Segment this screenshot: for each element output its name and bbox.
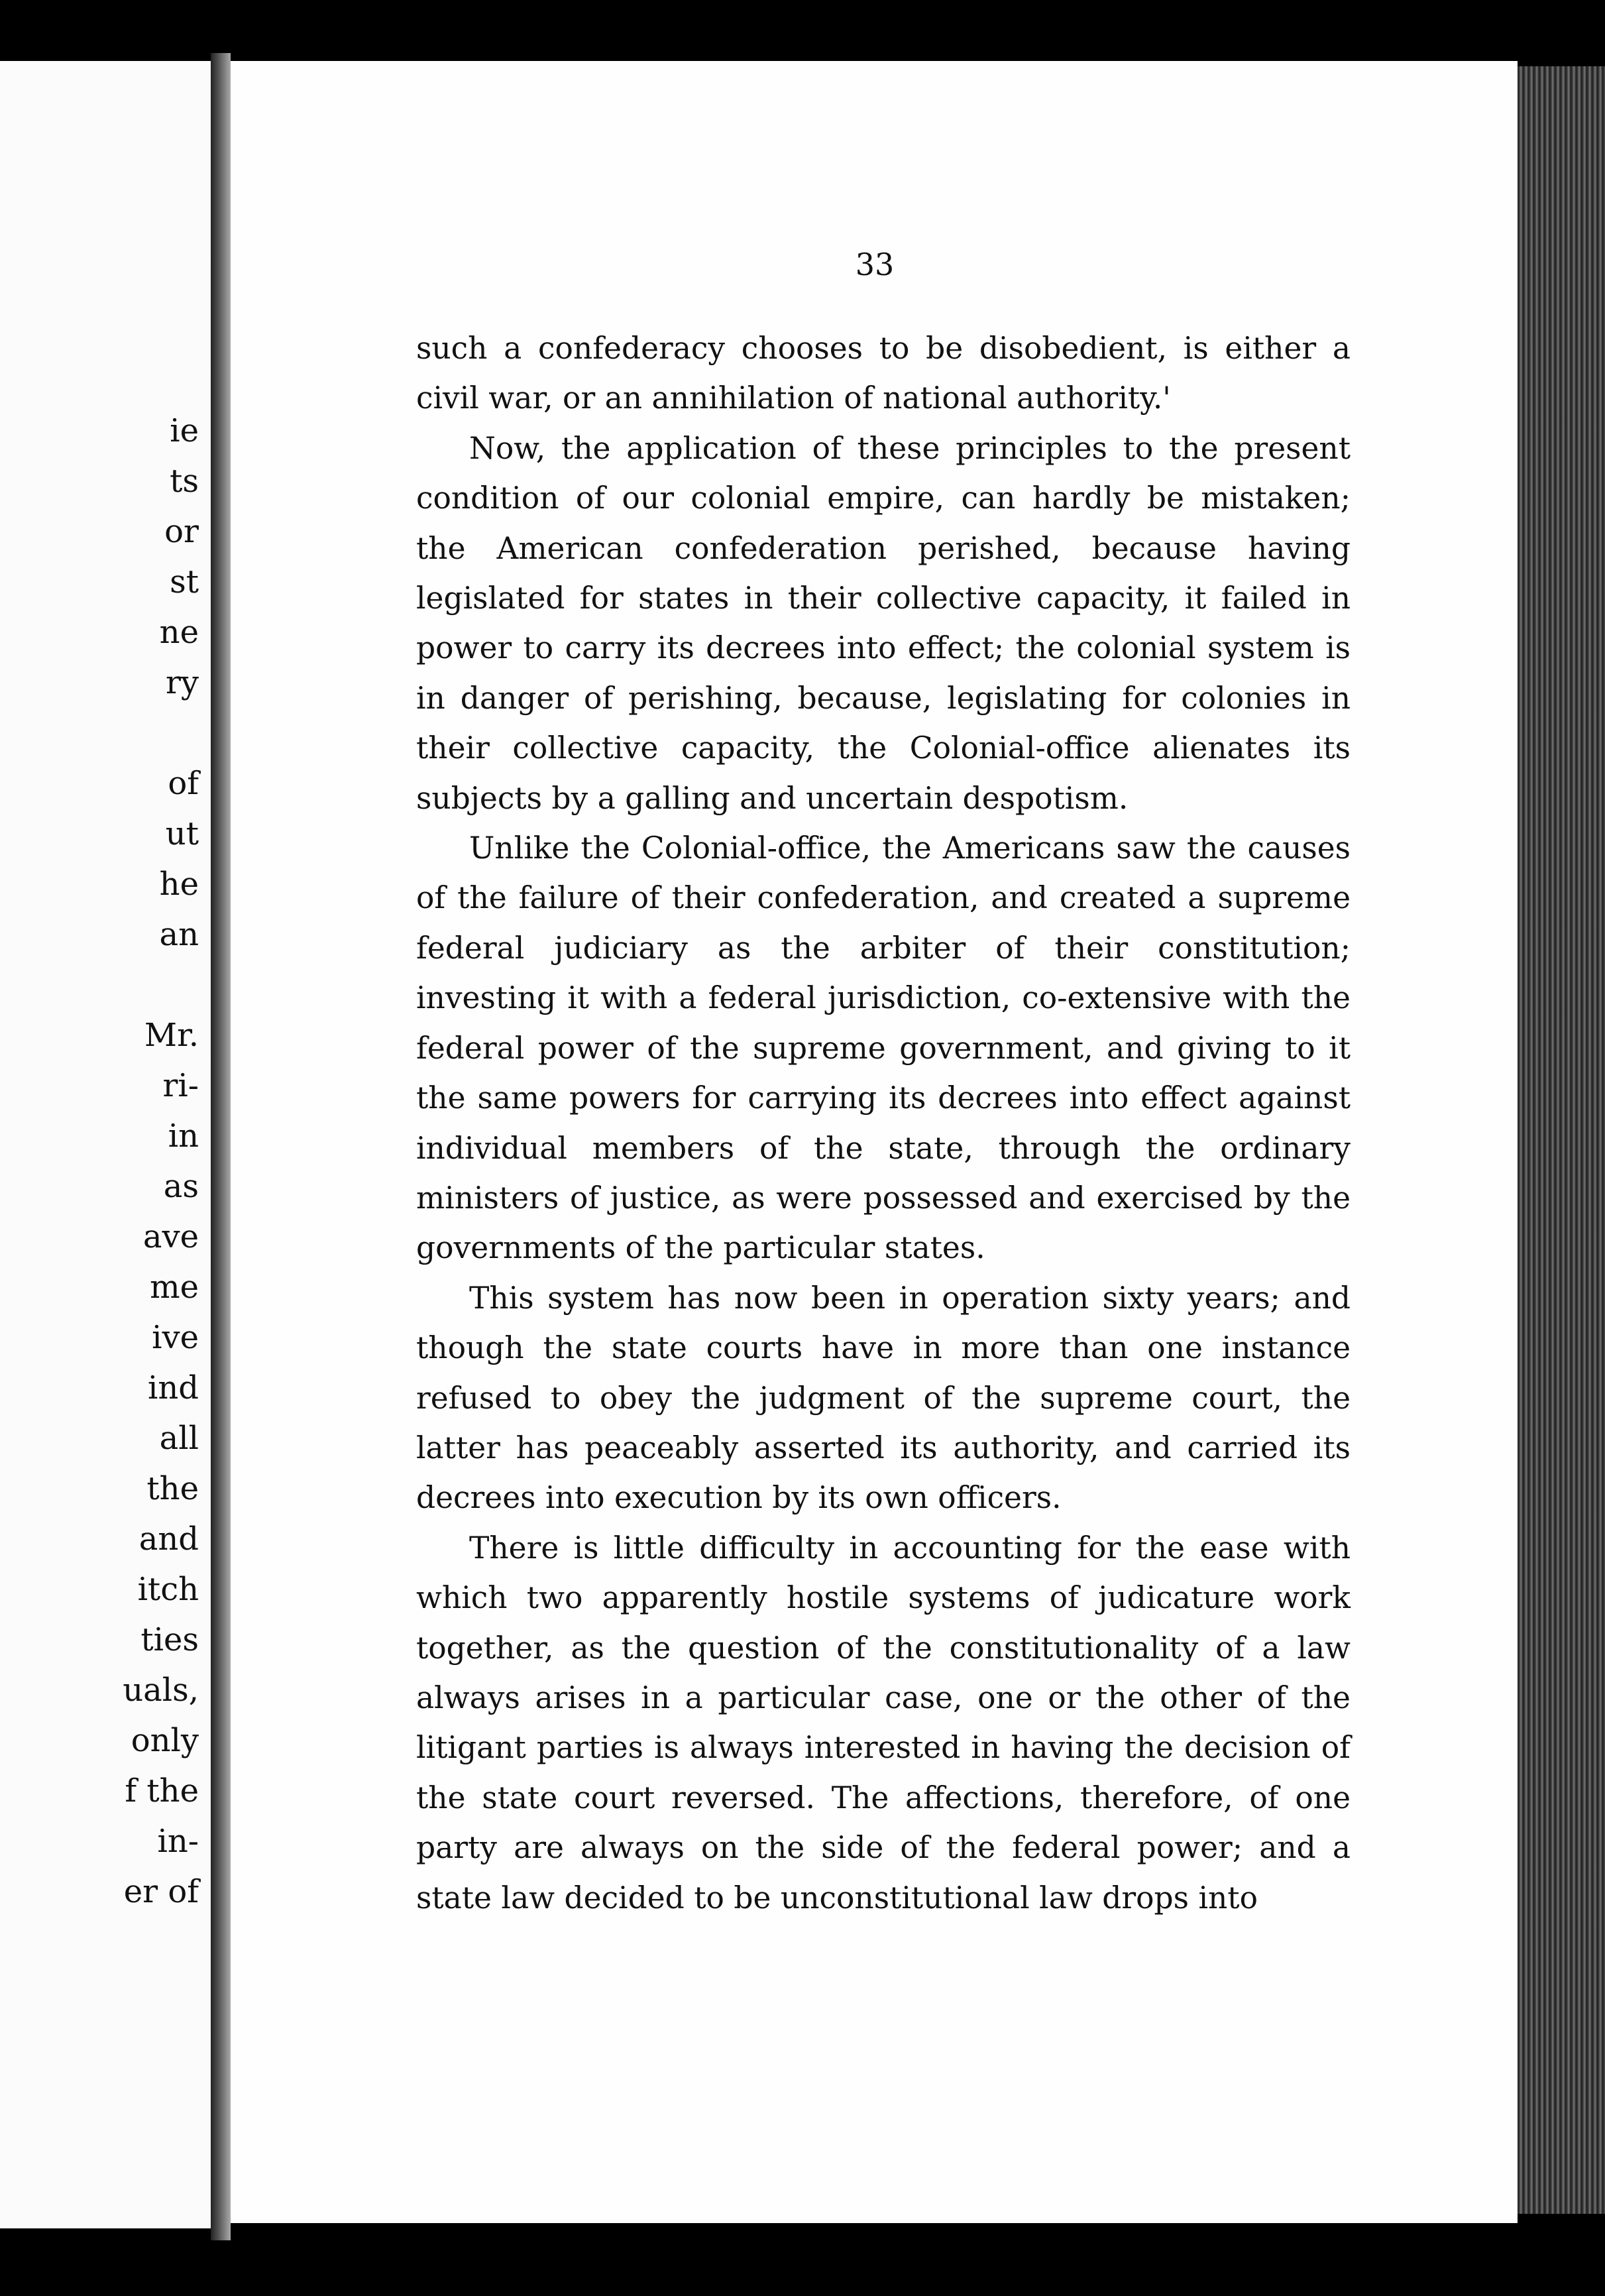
facing-page-fragment: ne: [159, 614, 199, 651]
facing-page-fragment: ave: [142, 1218, 199, 1255]
facing-page-fragment: ind: [148, 1369, 199, 1406]
book-gutter: [211, 53, 231, 2240]
facing-page-gap: [0, 960, 199, 1010]
facing-page-fragment: itch: [137, 1571, 199, 1608]
facing-page-fragment: me: [150, 1269, 199, 1306]
facing-page-fragment: ts: [170, 463, 199, 500]
facing-page-fragment: or: [164, 513, 199, 550]
facing-page-fragment: ry: [165, 664, 199, 701]
facing-page-fragment: an: [159, 916, 199, 953]
facing-page-fragment: as: [163, 1168, 199, 1205]
page-number: 33: [855, 247, 895, 282]
facing-page-fragment: f the: [125, 1772, 199, 1809]
paragraph: such a confederacy chooses to be disobedient, is either a civil war, or an annihilation of national authority.': [416, 331, 1351, 416]
facing-page-fragment: ive: [152, 1319, 199, 1356]
facing-page-fragment: ties: [140, 1621, 199, 1658]
facing-page-text-fragments: [0, 406, 199, 1917]
facing-page-fragment: ut: [165, 815, 199, 852]
facing-page-fragment: only: [131, 1722, 199, 1759]
facing-page-gap: [0, 708, 199, 758]
facing-page-fragment: in-: [157, 1823, 199, 1860]
facing-page-fragment: he: [159, 866, 199, 903]
facing-page-fragment: in: [168, 1118, 199, 1155]
facing-page-fragment: er of: [123, 1873, 199, 1910]
facing-page-fragment: all: [159, 1420, 199, 1457]
facing-page-fragment: Mr.: [144, 1017, 199, 1054]
facing-page-fragment: and: [138, 1521, 199, 1558]
paragraph: Now, the application of these principles to the present condition of our colonial empire, can hardly be mistaken; the American confederation perished, because having legislated for states in their collective capacity, it failed in power to carry its decrees into effect; the colonial system is in danger of perishing, because, legislating for colonies in their collective capacity, the Colonial-office alienates its subjects by a galling and uncertain despotism.: [416, 430, 1351, 816]
page-edge-stack: [1518, 66, 1605, 2214]
facing-page-fragment: of: [168, 765, 199, 802]
facing-page-fragment: uals,: [123, 1672, 199, 1709]
paragraph: There is little difficulty in accounting for the ease with which two apparently hostile systems of judicature work together, as the question of the constitutionality of a law always arises in a particular case, one or the other of the litigant parties is always interested in having the decision of the state court reversed. The affections, therefore, of one party are always on the side of the federal power; and a state law decided to be unconstitutional law drops into: [416, 1530, 1351, 1916]
facing-page-fragment: ie: [170, 412, 199, 449]
paragraph: Unlike the Colonial-office, the Americans saw the causes of the failure of their confederation, and created a supreme federal judiciary as the arbiter of their constitution; investing it with a federal jurisdiction, co-extensive with the federal power of the supreme government, and giving to it the same powers for carrying its decrees into effect against individual members of the state, through the ordinary ministers of justice, as were possessed and exercised by the governments of the particular states.: [416, 831, 1351, 1266]
paragraph: This system has now been in operation sixty years; and though the state courts have in more than one instance refused to obey the judgment of the supreme court, the latter has peaceably asserted its authority, and carried its decrees into execution by its own officers.: [416, 1280, 1351, 1516]
facing-page-left: [0, 61, 211, 2228]
facing-page-fragment: st: [170, 563, 199, 601]
facing-page-fragment: the: [146, 1470, 199, 1507]
body-text: [416, 323, 1351, 1923]
facing-page-fragment: ri-: [162, 1067, 199, 1104]
